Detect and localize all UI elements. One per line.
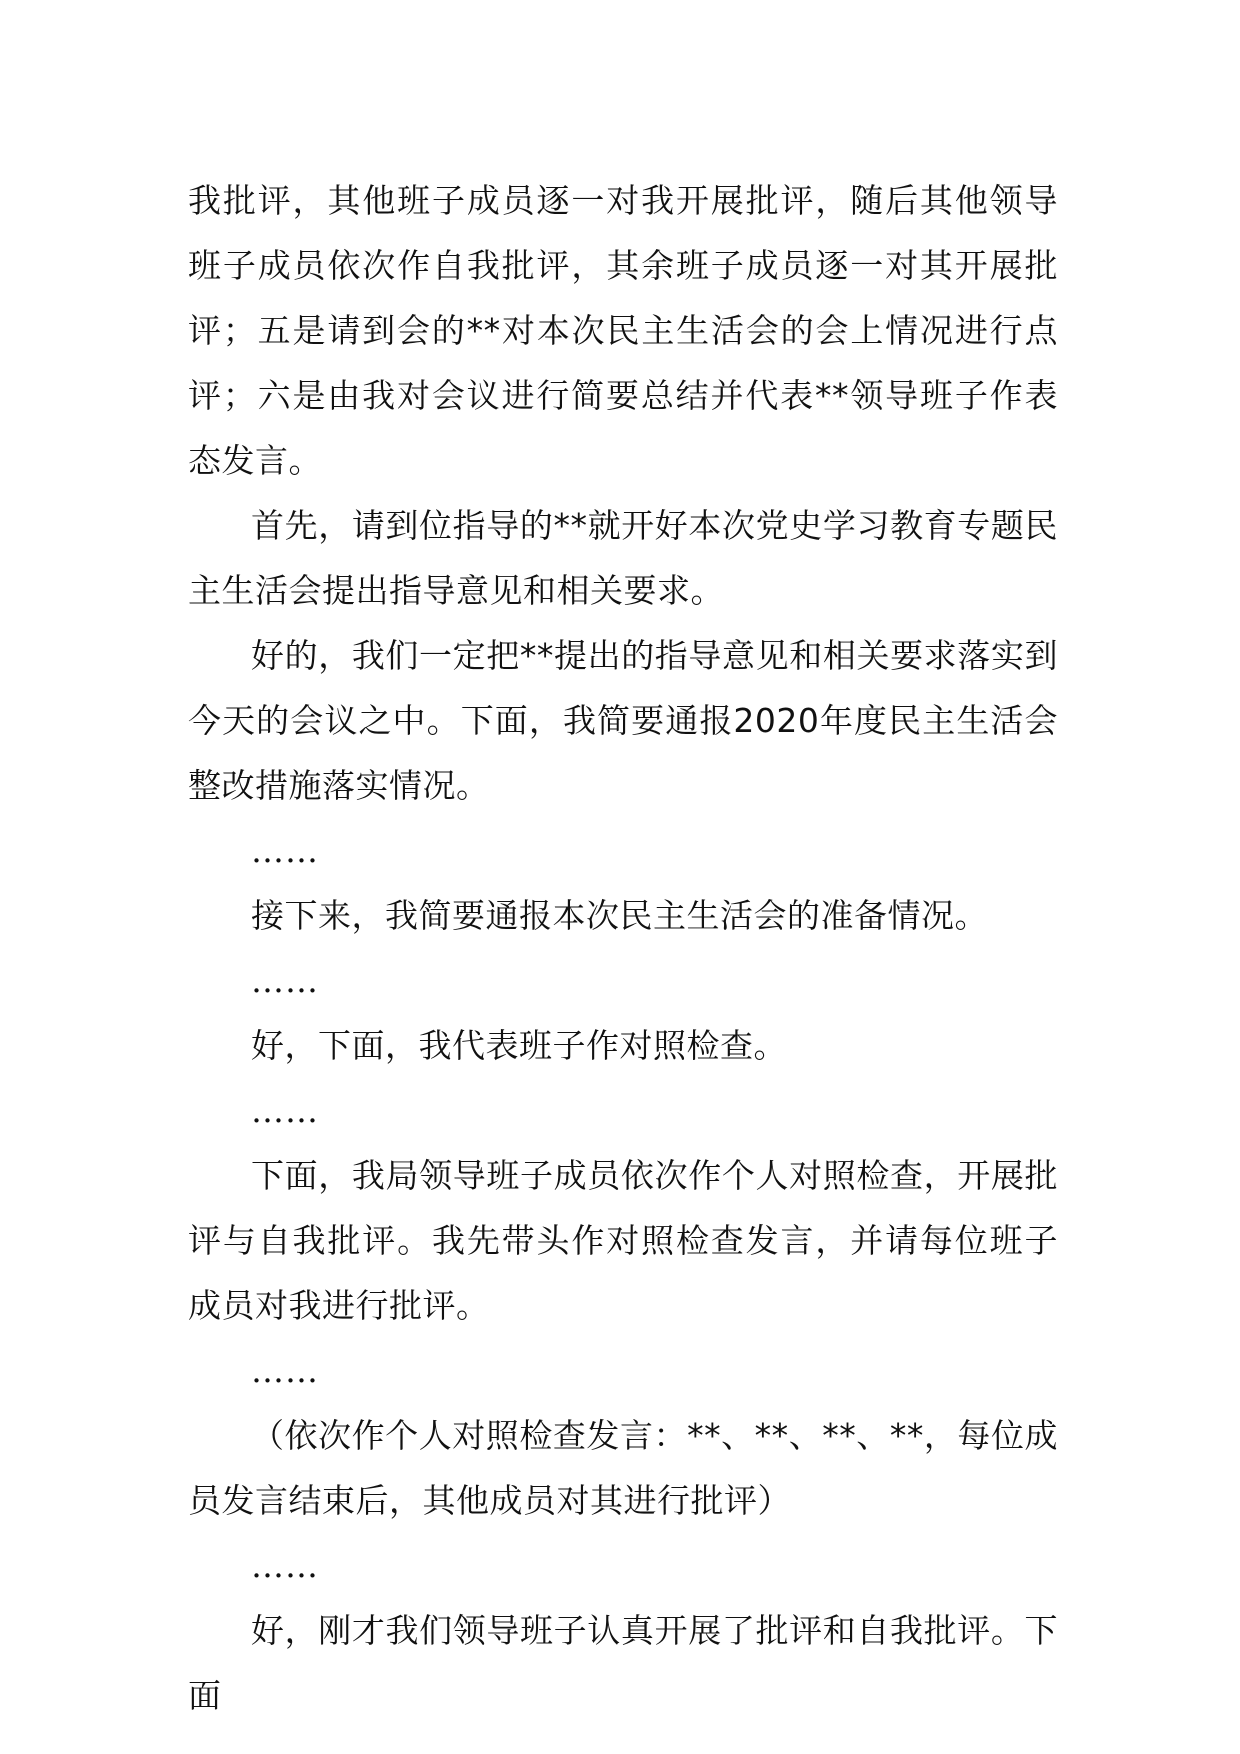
paragraph-member-speeches: （依次作个人对照检查发言：**、**、**、**，每位成员发言结束后，其他成员对其进行批评）	[188, 1416, 1058, 1520]
ellipsis-line: ……	[251, 1546, 319, 1585]
ellipsis-line: ……	[251, 961, 319, 1000]
paragraph-guidance-request: 首先，请到位指导的**就开好本次党史学习教育专题民主生活会提出指导意见和相关要求。	[188, 506, 1058, 610]
paragraph-criticism-summary: 好，刚才我们领导班子认真开展了批评和自我批评。下面	[188, 1611, 1058, 1715]
document-page	[188, 168, 1058, 1728]
paragraph-continued: 我批评，其他班子成员逐一对我开展批评，随后其他领导班子成员依次作自我批评，其余班子成员逐一对其开展批评；五是请到会的**对本次民主生活会的会上情况进行点评；六是由我对会议进行简要总结并代表**领导班子作表态发言。	[188, 181, 1058, 480]
ellipsis-line: ……	[251, 1351, 319, 1390]
paragraph-preparation-report: 接下来，我简要通报本次民主生活会的准备情况。	[251, 896, 988, 935]
paragraph-rectification-report: 好的，我们一定把**提出的指导意见和相关要求落实到今天的会议之中。下面，我简要通报2020年度民主生活会整改措施落实情况。	[188, 636, 1058, 805]
paragraph-team-review: 好，下面，我代表班子作对照检查。	[251, 1026, 787, 1065]
ellipsis-line: ……	[251, 831, 319, 870]
ellipsis-line: ……	[251, 1091, 319, 1130]
paragraph-individual-review: 下面，我局领导班子成员依次作个人对照检查，开展批评与自我批评。我先带头作对照检查发言，并请每位班子成员对我进行批评。	[188, 1156, 1058, 1325]
